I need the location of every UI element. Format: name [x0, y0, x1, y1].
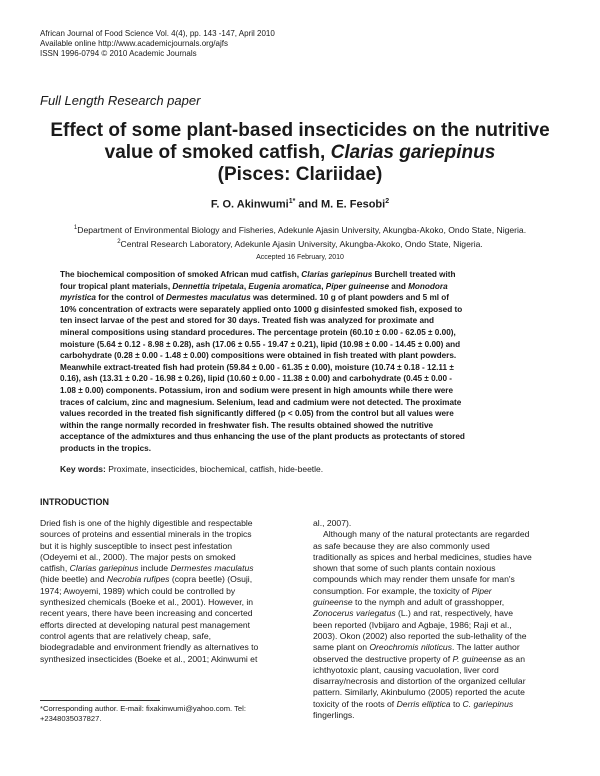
abstract-text: ,: [321, 281, 326, 291]
body-line: al., 2007).: [313, 518, 352, 528]
body-line: ichthyotoxic plant, causing vacuolation, liver cord: [313, 664, 499, 675]
body-text: to the nymph and adult of grasshopper,: [352, 597, 505, 608]
abstract-text: Burchell treated with: [372, 270, 456, 279]
body-line: been reported (Ivbijaro and Agbaje, 1986; Raji et al.,: [313, 619, 512, 630]
body-line: control agents that are relatively cheap, safe,: [40, 630, 212, 641]
affiliation-1: [20, 222, 580, 236]
authors-and: and: [295, 198, 322, 211]
abstract-line: 1.08 ± 0.00) components. Potassium, iron and sodium were present in high amounts while there were: [60, 385, 454, 395]
right-column: [313, 518, 571, 721]
abstract-species: Monodora: [408, 281, 448, 291]
abstract-line: traces of calcium, zinc and magnesium. Selenium, lead and cadmium were not detected. The proximate: [60, 397, 462, 407]
abstract-line: [60, 269, 550, 281]
body-text: (hide beetle) and: [40, 574, 107, 585]
body-species: Derris elliptica: [396, 698, 451, 709]
abstract-line: ten insect larvae of the pest and stored for 30 days. Treated fish was analyzed for proximate and: [60, 316, 435, 326]
abstract-line: [60, 281, 550, 293]
journal-url: Available online http://www.academicjournals.org/ajfs: [40, 39, 228, 48]
title-line-1: Effect of some plant-based insecticides on the nutritive: [50, 120, 550, 141]
author-2-affil: 2: [385, 198, 390, 205]
journal-info: [40, 29, 275, 59]
body-species: Piper: [471, 585, 492, 596]
accepted-date: Accepted 16 February, 2010: [256, 254, 344, 261]
body-line: [313, 586, 571, 597]
abstract-text: was determined. 10 g of plant powders and 5 ml of: [250, 293, 450, 303]
body-text: include: [138, 563, 171, 574]
footnote-line: +2348035037827.: [40, 714, 102, 723]
body-text: same plant on: [313, 642, 370, 653]
abstract-line: Meanwhile extract-treated fish had protein (59.84 ± 0.00 - 61.35 ± 0.00), moisture (10.74 ± 0.18 - 12.11 ±: [60, 362, 454, 372]
footnote-line: *Corresponding author. E-mail: fixakinwumi@yahoo.com. Tel:: [40, 704, 246, 713]
body-line: biodegradable and environment friendly as alternatives to: [40, 642, 259, 653]
body-text: (L.) and rat, respectively, have: [395, 608, 513, 619]
paper-type: Full Length Research paper: [40, 93, 201, 108]
abstract-species: Piper guineense: [325, 281, 389, 291]
body-text: observed the destructive property of: [313, 653, 453, 664]
authors: [0, 198, 600, 211]
body-line: traditionally as spices and herbal medicines, studies have: [313, 551, 532, 562]
body-text: consumption. For example, the toxicity of: [313, 585, 472, 596]
affiliations: [20, 222, 580, 250]
body-line: compounds which may render them unsafe for man's: [313, 574, 515, 585]
author-1-corresponding: *: [292, 198, 296, 205]
title-text: value of smoked catfish,: [104, 142, 331, 163]
abstract-text: for the control of: [95, 293, 167, 303]
body-line: [313, 608, 571, 619]
body-line: [40, 563, 300, 574]
body-species: Dermestes maculatus: [170, 563, 254, 574]
abstract-text: ,: [243, 281, 249, 291]
body-line: [313, 597, 571, 608]
abstract-line: mineral compositions using standard procedures. The percentage protein (60.10 ± 0.00 - 62.05 ± 0.00),: [60, 327, 456, 337]
body-line: [313, 699, 571, 710]
title-line-2: [30, 142, 570, 164]
body-line: [313, 654, 571, 665]
affiliation-1-number: 1: [73, 225, 78, 231]
author-1: F. O. Akinwumi: [210, 198, 289, 211]
left-column: [40, 518, 300, 665]
footnote: [40, 704, 246, 724]
abstract-species: Dennettia tripetala: [172, 281, 244, 291]
author-2: M. E. Fesobi: [321, 198, 386, 211]
body-text: to: [450, 698, 463, 709]
abstract-line: [60, 292, 550, 304]
abstract-text: four tropical plant materials,: [60, 281, 173, 291]
body-line: [313, 642, 571, 653]
affiliation-2-text: Central Research Laboratory, Adekunle Ajasin University, Akungba-Akoko, Ondo State, Nigeria.: [120, 238, 483, 249]
body-line: 1974; Awoyemi, 1989) which could be controlled by: [40, 585, 236, 596]
body-species: C. gariepinus: [462, 698, 514, 709]
affiliation-2: [20, 236, 580, 250]
body-line: 2003). Okon (2002) also reported the sub-lethality of the: [313, 630, 527, 641]
body-text: catfish,: [40, 563, 70, 574]
abstract-line: 10% concentration of extracts were separately applied onto 1000 g disinfested smoked fish, exposed to: [60, 304, 463, 314]
body-species: Clarias gariepinus: [69, 563, 139, 574]
abstract-line: 0.16), ash (13.31 ± 0.20 - 16.98 ± 0.26), lipid (10.60 ± 0.00 - 11.38 ± 0.00) and carbohydrate (0.45 ± 0.00 -: [60, 374, 453, 384]
body-text: . The latter author: [452, 642, 520, 653]
body-line: recent years, there have been increasing and concerted: [40, 608, 253, 619]
body-line: but it is highly susceptible to insect pest infestation: [40, 540, 233, 551]
body-line: (Odeyemi et al., 2000). The major pests on smoked: [40, 551, 236, 562]
body-species: Oreochromis niloticus: [369, 642, 452, 653]
body-line: [40, 574, 300, 585]
body-line: Although many of the natural protectants are regarded: [323, 529, 530, 540]
abstract-species: Clarias gariepinus: [301, 270, 373, 279]
body-text: toxicity of the roots of: [313, 698, 397, 709]
title-species: Clarias gariepinus: [330, 142, 496, 163]
abstract-species: myristica: [60, 293, 96, 303]
body-species: Necrobia rufipes: [106, 574, 170, 585]
abstract: [60, 269, 550, 455]
abstract-line: products in the tropics.: [60, 443, 151, 453]
body-line: sources of proteins and essential minerals in the tropics: [40, 529, 252, 540]
keywords: [60, 464, 323, 474]
body-line: efforts directed at developing natural pest management: [40, 619, 251, 630]
abstract-line: values recorded in the treated fish significantly differed (p < 0.05) from the control but all values were: [60, 409, 454, 419]
body-line: as safe because they are also commonly used: [313, 540, 490, 551]
abstract-species: Dermestes maculatus: [166, 293, 251, 303]
abstract-line: moisture (5.64 ± 0.12 - 8.98 ± 0.28), ash (17.06 ± 0.55 - 19.47 ± 0.21), lipid (10.98 ± 0.00 - 14.45 ± 0.00) and: [60, 339, 461, 349]
body-text: (copra beetle) (Osuji,: [169, 574, 253, 585]
author-1-affil: 1: [288, 198, 293, 205]
body-line: pattern. Similarly, Akinbulumo (2005) reported the acute: [313, 687, 525, 698]
title-line-3: (Pisces: Clariidae): [217, 164, 383, 185]
body-text: as an: [501, 653, 525, 664]
body-line: fingerlings.: [313, 710, 355, 721]
abstract-text: The biochemical composition of smoked African mud catfish,: [60, 270, 302, 279]
affiliation-1-text: Department of Environmental Biology and Fisheries, Adekunle Ajasin University, Akungba-Akoko, Ondo State, Nigeria.: [77, 224, 527, 235]
body-species: P. guineense: [452, 653, 502, 664]
abstract-line: acceptance of the admixtures and thus enhancing the use of the plant products as protectants of stored: [60, 432, 465, 442]
introduction-heading: INTRODUCTION: [40, 497, 109, 507]
paper-title: [30, 120, 570, 186]
body-line: disarray/necrosis and distortion of the organized cellular: [313, 676, 526, 687]
body-line: synthesized insecticides (Boeke et al., 2001; Akinwumi et: [40, 653, 258, 664]
footnote-rule: [40, 700, 160, 701]
keywords-text: Proximate, insecticides, biochemical, catfish, hide-beetle.: [105, 464, 324, 474]
journal-issn: ISSN 1996-0794 © 2010 Academic Journals: [40, 49, 197, 58]
journal-citation: African Journal of Food Science Vol. 4(4), pp. 143 -147, April 2010: [40, 29, 275, 38]
body-line: shown that some of such plants contain noxious: [313, 563, 496, 574]
body-species: guineense: [313, 597, 353, 608]
abstract-text: and: [389, 281, 409, 291]
abstract-line: carbohydrate (0.28 ± 0.00 - 1.48 ± 0.00) compositions were obtained in fish treated with plant powders.: [60, 351, 457, 361]
body-line: Dried fish is one of the highly digestible and respectable: [40, 518, 253, 528]
body-line: synthesized chemicals (Boeke et al., 2001). However, in: [40, 597, 254, 608]
abstract-line: within the range normally recorded in freshwater fish. The results obtained showed the nutritive: [60, 420, 434, 430]
abstract-species: Eugenia aromatica: [248, 281, 322, 291]
keywords-label: Key words:: [60, 464, 106, 474]
affiliation-2-number: 2: [117, 238, 121, 245]
body-species: Zonocerus variegatus: [313, 608, 396, 619]
